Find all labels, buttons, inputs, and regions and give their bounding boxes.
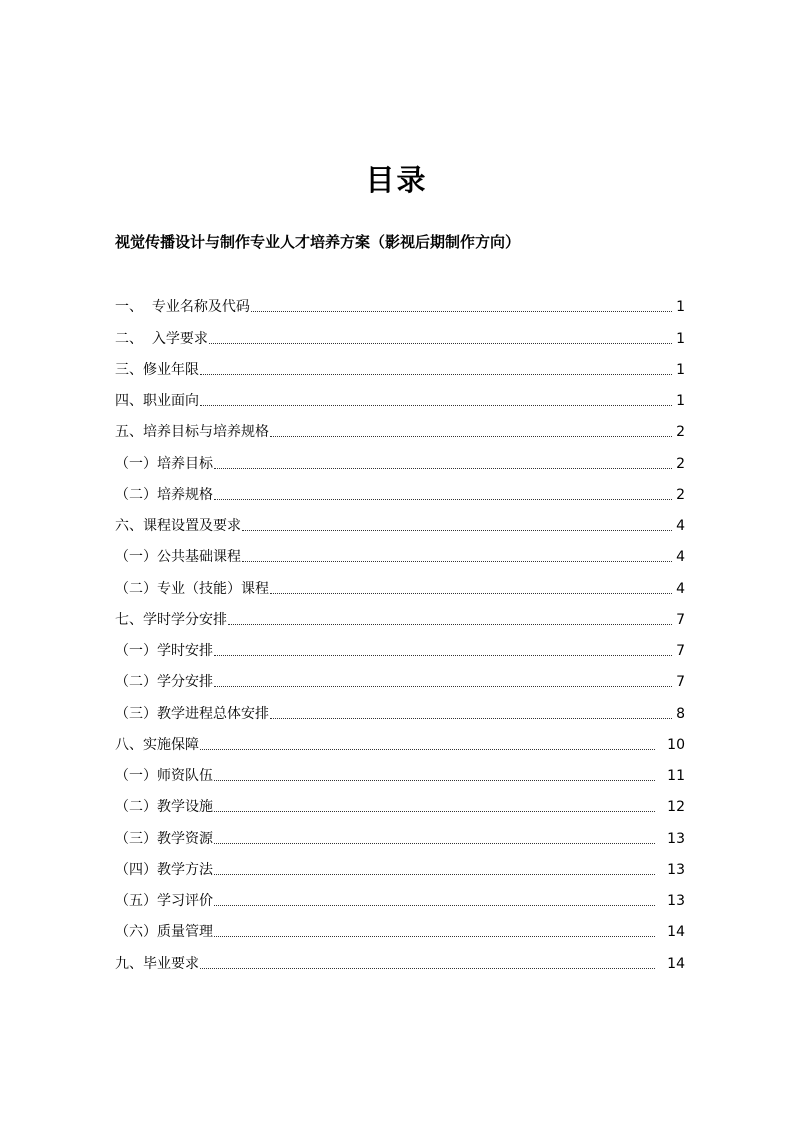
toc-entry[interactable] [115,443,685,474]
toc-entry[interactable] [115,475,685,506]
toc-entry-label: （三）教学进程总体安排 [115,705,269,722]
toc-entry-page: 1 [676,361,685,378]
dot-leader [214,686,672,687]
toc-entry-label: 六、课程设置及要求 [115,518,241,534]
dot-leader [200,405,672,406]
dot-leader [214,936,655,937]
toc-entry[interactable] [115,506,685,537]
toc-entry[interactable] [115,600,685,631]
toc-entry[interactable] [115,631,685,662]
toc-entry[interactable] [115,568,685,599]
dot-leader [200,968,655,969]
toc-entry-label: 二、 入学要求 [115,330,208,347]
toc-entry-label: （二）专业（技能）课程 [115,580,269,597]
toc-entry[interactable] [115,412,685,443]
toc-entry-label: （一）学时安排 [115,643,213,659]
dot-leader [214,811,655,812]
toc-entry-label: 八、实施保障 [115,736,199,753]
toc-entry-label: （六）质量管理 [115,924,213,941]
toc-entry-label: 四、职业面向 [115,393,199,409]
dot-leader [214,874,655,875]
dot-leader [270,436,672,437]
toc-entry-page: 1 [676,299,685,316]
dot-leader [228,624,672,625]
toc-entry-page: 7 [676,643,685,659]
toc-entry-page: 4 [676,580,685,597]
toc-entry[interactable] [115,725,685,756]
toc-entry[interactable] [115,850,685,881]
toc-entry-page: 7 [676,674,685,691]
toc-title: 目录 [365,163,428,197]
toc-entry-label: （二）学分安排 [115,674,213,691]
dot-leader [251,311,672,312]
toc-entry-page: 7 [676,611,685,628]
dot-leader [214,843,655,844]
toc-entry-label: （五）学习评价 [115,893,213,909]
toc-entry[interactable] [115,943,685,974]
dot-leader [270,718,672,719]
toc-entry-label: （一）师资队伍 [115,768,213,784]
toc-entry-page: 13 [667,893,685,909]
toc-entry-label: （一）培养目标 [115,455,213,472]
toc-entry[interactable] [115,881,685,912]
toc-entry[interactable] [115,287,685,318]
toc-entry-label: （三）教学资源 [115,830,213,847]
toc-entry[interactable] [115,662,685,693]
dot-leader [214,655,672,656]
dot-leader [214,780,655,781]
toc-entry-page: 10 [667,736,685,753]
toc-entry[interactable] [115,756,685,787]
toc-entry-label: 九、毕业要求 [115,955,199,972]
toc-entry-label: 三、修业年限 [115,361,199,378]
toc-entry[interactable] [115,693,685,724]
toc-entry-label: 七、学时学分安排 [115,611,227,628]
toc-entry-page: 1 [676,330,685,347]
toc-entry[interactable] [115,787,685,818]
toc-entry-page: 13 [667,830,685,847]
toc-entry-page: 2 [676,455,685,472]
dot-leader [200,749,655,750]
toc-entry-page: 12 [667,799,685,816]
toc-entry[interactable] [115,912,685,943]
dot-leader [242,530,672,531]
toc-entry[interactable] [115,381,685,412]
dot-leader [200,374,672,375]
toc-entry-label: （二）教学设施 [115,799,213,816]
toc-entry-page: 14 [667,955,685,972]
toc-entry-label: （四）教学方法 [115,861,213,878]
toc-entry-page: 13 [667,861,685,878]
toc-entry-page: 4 [676,549,685,566]
dot-leader [270,593,672,594]
toc-entry-label: 一、 专业名称及代码 [115,299,250,316]
toc-entry-page: 8 [676,705,685,722]
toc-entry[interactable] [115,350,685,381]
document-subtitle: 视觉传播设计与制作专业人才培养方案（影视后期制作方向） [115,233,521,251]
toc-entry-page: 2 [676,486,685,503]
toc-entry-label: （二）培养规格 [115,486,213,503]
dot-leader [214,905,655,906]
toc-entry-page: 14 [667,924,685,941]
toc-entry[interactable] [115,318,685,349]
toc-entry[interactable] [115,818,685,849]
toc-entry-label: （一）公共基础课程 [115,549,241,566]
dot-leader [214,499,672,500]
dot-leader [209,343,672,344]
toc-entry-page: 4 [676,518,685,534]
toc-entry-label: 五、培养目标与培养规格 [115,424,269,441]
toc-list [115,287,685,975]
dot-leader [214,468,672,469]
toc-entry-page: 1 [676,393,685,409]
toc-entry[interactable] [115,537,685,568]
dot-leader [242,561,672,562]
toc-entry-page: 11 [667,768,685,784]
toc-entry-page: 2 [676,424,685,441]
